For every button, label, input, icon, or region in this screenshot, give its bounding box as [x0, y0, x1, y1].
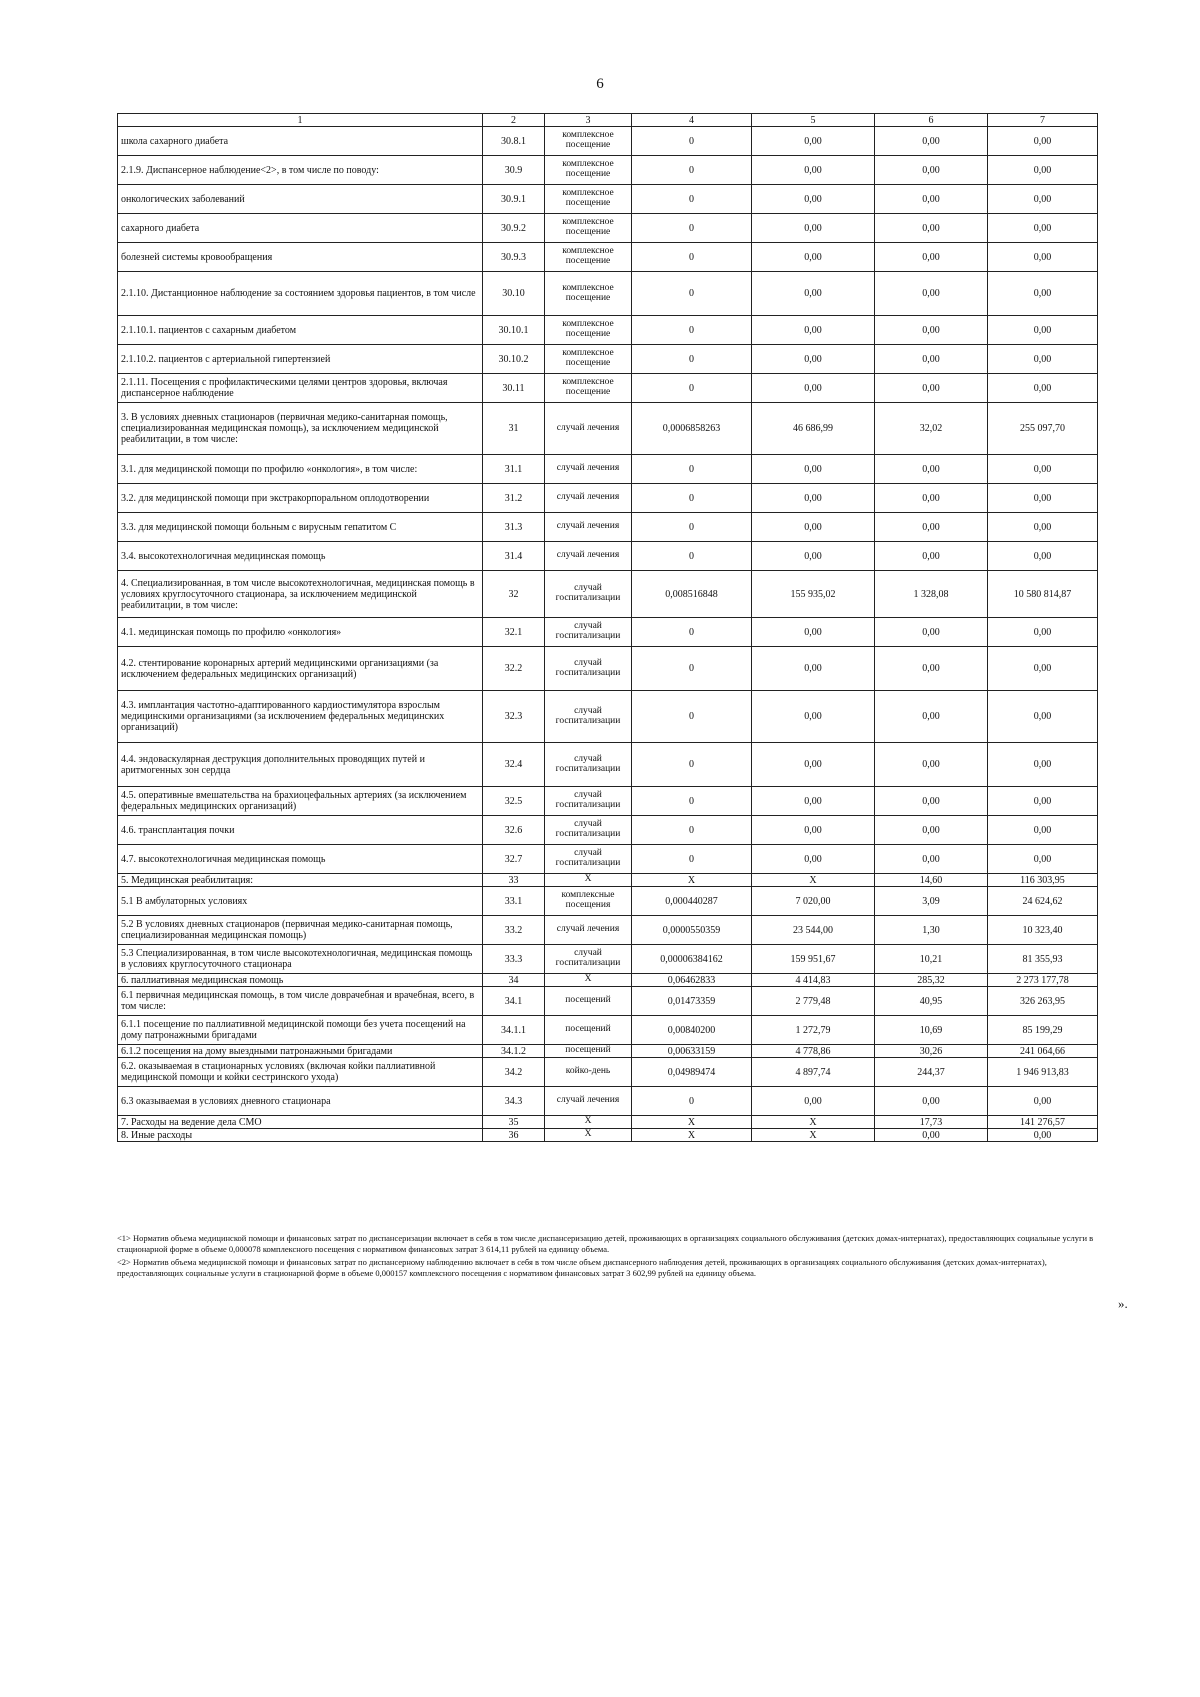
table-cell: 1 946 913,83: [988, 1058, 1098, 1087]
table-cell: 3.3. для медицинской помощи больным с вирусным гепатитом С: [118, 513, 483, 542]
table-cell: посещений: [545, 1045, 632, 1058]
table-cell: 141 276,57: [988, 1116, 1098, 1129]
table-cell: 33: [483, 874, 545, 887]
table-cell: 2.1.10.2. пациентов с артериальной гипертензией: [118, 345, 483, 374]
table-cell: 0,00: [988, 345, 1098, 374]
table-cell: 0: [632, 374, 752, 403]
table-cell: X: [632, 874, 752, 887]
table-cell: 0,00: [752, 185, 875, 214]
table-cell: 32.6: [483, 816, 545, 845]
table-cell: 5. Медицинская реабилитация:: [118, 874, 483, 887]
table-cell: случай госпитализации: [545, 571, 632, 618]
table-cell: случай лечения: [545, 403, 632, 455]
table-cell: комплексное посещение: [545, 185, 632, 214]
table-cell: 6.3 оказываемая в условиях дневного стационара: [118, 1087, 483, 1116]
table-cell: 31.1: [483, 455, 545, 484]
table-cell: X: [752, 1129, 875, 1142]
table-cell: 30.11: [483, 374, 545, 403]
table-cell: 0,008516848: [632, 571, 752, 618]
table-row: [118, 571, 1098, 618]
table-cell: 14,60: [875, 874, 988, 887]
table-cell: 0: [632, 185, 752, 214]
table-row: [118, 945, 1098, 974]
table-cell: 0,00: [988, 743, 1098, 787]
table-cell: 3.2. для медицинской помощи при экстракорпоральном оплодотворении: [118, 484, 483, 513]
table-cell: 2.1.10.1. пациентов с сахарным диабетом: [118, 316, 483, 345]
table-cell: X: [632, 1129, 752, 1142]
table-row: [118, 156, 1098, 185]
table-cell: 0,00: [875, 647, 988, 691]
table-cell: 0,00: [875, 243, 988, 272]
table-cell: 6. паллиативная медицинская помощь: [118, 974, 483, 987]
column-header: 1: [118, 114, 483, 127]
table-cell: случай госпитализации: [545, 787, 632, 816]
table-cell: случай госпитализации: [545, 691, 632, 743]
table-cell: 3,09: [875, 887, 988, 916]
table-cell: X: [545, 974, 632, 987]
table-row: [118, 1087, 1098, 1116]
table-cell: посещений: [545, 1016, 632, 1045]
table-cell: 0,00: [988, 374, 1098, 403]
table-row: [118, 316, 1098, 345]
table-cell: 0,00: [752, 316, 875, 345]
table-cell: 0,00: [752, 743, 875, 787]
table-cell: 0,00: [875, 127, 988, 156]
table-cell: 0,00: [752, 647, 875, 691]
table-cell: 0,00: [875, 1087, 988, 1116]
table-cell: 241 064,66: [988, 1045, 1098, 1058]
table-cell: 6.2. оказываемая в стационарных условиях (включая койки паллиативной медицинской помощи и койки сестринского ухода): [118, 1058, 483, 1087]
table-cell: 17,73: [875, 1116, 988, 1129]
table-row: [118, 127, 1098, 156]
column-header: 6: [875, 114, 988, 127]
table-cell: 32.5: [483, 787, 545, 816]
table-row: [118, 647, 1098, 691]
table-cell: 0: [632, 243, 752, 272]
table-cell: 0,00: [988, 243, 1098, 272]
table-cell: 155 935,02: [752, 571, 875, 618]
table-cell: койко-день: [545, 1058, 632, 1087]
table-cell: 0,00: [875, 542, 988, 571]
table-cell: 0,00: [752, 455, 875, 484]
table-cell: 34.1.2: [483, 1045, 545, 1058]
table-cell: 0: [632, 316, 752, 345]
table-cell: случай лечения: [545, 1087, 632, 1116]
table-cell: посещений: [545, 987, 632, 1016]
table-cell: X: [752, 874, 875, 887]
table-cell: 0,04989474: [632, 1058, 752, 1087]
table-row: [118, 1045, 1098, 1058]
page-number: 6: [596, 76, 604, 92]
table-cell: 1,30: [875, 916, 988, 945]
table-cell: 30.9: [483, 156, 545, 185]
table-cell: 0: [632, 618, 752, 647]
table-cell: 0,00: [752, 691, 875, 743]
table-row: [118, 272, 1098, 316]
column-header: 3: [545, 114, 632, 127]
table-cell: 0: [632, 127, 752, 156]
table-cell: 2.1.11. Посещения с профилактическими целями центров здоровья, включая диспансерное наблюдение: [118, 374, 483, 403]
table-cell: случай лечения: [545, 484, 632, 513]
table-header-row: [118, 114, 1098, 127]
table-cell: 0,00: [988, 316, 1098, 345]
table-cell: 3.4. высокотехнологичная медицинская помощь: [118, 542, 483, 571]
table-cell: 5.1 В амбулаторных условиях: [118, 887, 483, 916]
table-cell: 0,01473359: [632, 987, 752, 1016]
table-cell: 31.3: [483, 513, 545, 542]
table-cell: онкологических заболеваний: [118, 185, 483, 214]
table-row: [118, 874, 1098, 887]
table-row: [118, 185, 1098, 214]
table-cell: 32.2: [483, 647, 545, 691]
table-row: [118, 787, 1098, 816]
table-cell: 30.10.1: [483, 316, 545, 345]
table-cell: 0,00: [875, 214, 988, 243]
closing-quote: ».: [1118, 1296, 1128, 1311]
table-cell: комплексное посещение: [545, 374, 632, 403]
table-cell: 36: [483, 1129, 545, 1142]
table-cell: случай госпитализации: [545, 816, 632, 845]
table-cell: 0,00006384162: [632, 945, 752, 974]
footnote-2: <2> Норматив объема медицинской помощи и финансовых затрат по диспансерному наблюдению включает в себя в том числе объем диспансерного наблюдения детей, проживающих в организациях социального обслуживания (детских домах-интернатах), предоставляющих социальные услуги в стационарной форме в объеме 0,000157 комплексного посещения с нормативом финансовых затрат 3 602,99 рублей на единицу объема.: [117, 1256, 1047, 1279]
table-cell: 0,00: [988, 816, 1098, 845]
table-cell: 255 097,70: [988, 403, 1098, 455]
table-cell: 0,00: [988, 1129, 1098, 1142]
table-cell: 0: [632, 214, 752, 243]
table-cell: комплексное посещение: [545, 345, 632, 374]
table-cell: 5.2 В условиях дневных стационаров (первичная медико-санитарная помощь, специализированная медицинская помощь): [118, 916, 483, 945]
table-cell: случай госпитализации: [545, 743, 632, 787]
table-row: [118, 484, 1098, 513]
table-cell: 0,00: [752, 513, 875, 542]
table-cell: 0,00: [875, 316, 988, 345]
table-cell: 33.1: [483, 887, 545, 916]
table-cell: 0,00: [752, 272, 875, 316]
table-cell: 10,21: [875, 945, 988, 974]
table-cell: комплексное посещение: [545, 127, 632, 156]
table-cell: 31: [483, 403, 545, 455]
table-cell: 30.9.1: [483, 185, 545, 214]
table-cell: 0: [632, 156, 752, 185]
table-row: [118, 243, 1098, 272]
table-cell: 31.4: [483, 542, 545, 571]
table-cell: случай госпитализации: [545, 945, 632, 974]
table-cell: 0: [632, 743, 752, 787]
table-row: [118, 455, 1098, 484]
table-cell: случай госпитализации: [545, 845, 632, 874]
table-cell: X: [632, 1116, 752, 1129]
table-cell: 3. В условиях дневных стационаров (первичная медико-санитарная помощь, специализированная медицинская помощь), за исключением медицинской реабилитации, в том числе:: [118, 403, 483, 455]
table-row: [118, 974, 1098, 987]
table-cell: 0: [632, 345, 752, 374]
table-cell: 7 020,00: [752, 887, 875, 916]
table-cell: 0,00: [988, 156, 1098, 185]
table-cell: 0: [632, 845, 752, 874]
table-cell: комплексное посещение: [545, 243, 632, 272]
table-cell: 0,0006858263: [632, 403, 752, 455]
table-cell: 34.2: [483, 1058, 545, 1087]
table-cell: X: [545, 1129, 632, 1142]
table-cell: 85 199,29: [988, 1016, 1098, 1045]
table-cell: 2.1.9. Диспансерное наблюдение<2>, в том числе по поводу:: [118, 156, 483, 185]
table-row: [118, 816, 1098, 845]
table-cell: X: [545, 874, 632, 887]
table-cell: 6.1 первичная медицинская помощь, в том числе доврачебная и врачебная, всего, в том числе:: [118, 987, 483, 1016]
table-cell: 326 263,95: [988, 987, 1098, 1016]
table-cell: случай лечения: [545, 542, 632, 571]
table-cell: 4 414,83: [752, 974, 875, 987]
table-cell: 0,00: [875, 513, 988, 542]
table-cell: 0,00: [752, 243, 875, 272]
table-cell: 30.8.1: [483, 127, 545, 156]
table-row: [118, 916, 1098, 945]
table-cell: случай лечения: [545, 513, 632, 542]
table-cell: 0: [632, 513, 752, 542]
table-cell: 4 897,74: [752, 1058, 875, 1087]
table-cell: 285,32: [875, 974, 988, 987]
table-cell: 0: [632, 455, 752, 484]
table-cell: болезней системы кровообращения: [118, 243, 483, 272]
table-cell: 0,00: [988, 214, 1098, 243]
table-cell: 34: [483, 974, 545, 987]
table-cell: комплексное посещение: [545, 316, 632, 345]
table-cell: 0,00: [752, 1087, 875, 1116]
table-cell: 4.3. имплантация частотно-адаптированного кардиостимулятора взрослым медицинскими организациями (за исключением федеральных медицинских организаций): [118, 691, 483, 743]
table-cell: 0,00840200: [632, 1016, 752, 1045]
table-cell: 0,00: [988, 647, 1098, 691]
table-row: [118, 374, 1098, 403]
table-cell: 0,00: [875, 272, 988, 316]
table-cell: 2.1.10. Дистанционное наблюдение за состоянием здоровья пациентов, в том числе: [118, 272, 483, 316]
table-cell: 0,00: [752, 542, 875, 571]
table-cell: 0,00: [752, 127, 875, 156]
table-row: [118, 513, 1098, 542]
table-cell: 32.4: [483, 743, 545, 787]
table-cell: 30.10.2: [483, 345, 545, 374]
table-row: [118, 1016, 1098, 1045]
table-cell: 40,95: [875, 987, 988, 1016]
table-cell: 0,00: [988, 272, 1098, 316]
table-row: [118, 887, 1098, 916]
table-cell: 4.7. высокотехнологичная медицинская помощь: [118, 845, 483, 874]
table-cell: 0,00: [988, 513, 1098, 542]
table-row: [118, 1116, 1098, 1129]
table-cell: 4. Специализированная, в том числе высокотехнологичная, медицинская помощь в условиях круглосуточного стационара, за исключением медицинской реабилитации, в том числе:: [118, 571, 483, 618]
footnote-1: <1> Норматив объема медицинской помощи и финансовых затрат по диспансеризации включает в себя в том числе диспансеризацию детей, проживающих в организациях социального обслуживания (детских домах-интернатах), предоставляющих социальные услуги в стационарной форме в объеме 0,000078 комплексного посещения с нормативом финансовых затрат 3 614,11 рублей на единицу объема.: [117, 1233, 1094, 1255]
table-cell: 30.9.3: [483, 243, 545, 272]
table-cell: 7. Расходы на ведение дела СМО: [118, 1116, 483, 1129]
table-cell: 0,00633159: [632, 1045, 752, 1058]
table-cell: комплексное посещение: [545, 214, 632, 243]
table-row: [118, 691, 1098, 743]
table-cell: 0: [632, 484, 752, 513]
table-cell: сахарного диабета: [118, 214, 483, 243]
table-cell: 46 686,99: [752, 403, 875, 455]
table-cell: 0,00: [988, 127, 1098, 156]
table-cell: 0,00: [988, 542, 1098, 571]
table-cell: 0,00: [875, 1129, 988, 1142]
table-cell: комплексное посещение: [545, 272, 632, 316]
table-cell: 0,00: [875, 345, 988, 374]
table-cell: 0,00: [988, 787, 1098, 816]
table-cell: 4.6. трансплантация почки: [118, 816, 483, 845]
table-cell: 10 580 814,87: [988, 571, 1098, 618]
table-row: [118, 987, 1098, 1016]
table-cell: 0,00: [988, 618, 1098, 647]
table-cell: случай госпитализации: [545, 618, 632, 647]
footnotes: [117, 1233, 1097, 1281]
table-cell: 0,00: [752, 156, 875, 185]
table-cell: 0,00: [988, 455, 1098, 484]
table-cell: 32,02: [875, 403, 988, 455]
table-cell: 0,00: [752, 816, 875, 845]
table-cell: 1 272,79: [752, 1016, 875, 1045]
table-cell: комплексное посещение: [545, 156, 632, 185]
table-cell: 35: [483, 1116, 545, 1129]
table-cell: 34.1.1: [483, 1016, 545, 1045]
table-cell: школа сахарного диабета: [118, 127, 483, 156]
table-row: [118, 542, 1098, 571]
table-cell: 116 303,95: [988, 874, 1098, 887]
table-cell: 0: [632, 272, 752, 316]
table-cell: 23 544,00: [752, 916, 875, 945]
table-cell: 244,37: [875, 1058, 988, 1087]
column-header: 7: [988, 114, 1098, 127]
table-cell: 4.2. стентирование коронарных артерий медицинскими организациями (за исключением федеральных медицинских организаций): [118, 647, 483, 691]
table-cell: 159 951,67: [752, 945, 875, 974]
column-header: 5: [752, 114, 875, 127]
table-cell: 0,00: [752, 618, 875, 647]
table-cell: 32.3: [483, 691, 545, 743]
table-cell: 2 779,48: [752, 987, 875, 1016]
table-cell: 32.1: [483, 618, 545, 647]
table-cell: 0,00: [752, 845, 875, 874]
table-cell: 6.1.1 посещение по паллиативной медицинской помощи без учета посещений на дому патронажными бригадами: [118, 1016, 483, 1045]
table-cell: 0,00: [875, 156, 988, 185]
table-cell: 4.4. эндоваскулярная деструкция дополнительных проводящих путей и аритмогенных зон сердца: [118, 743, 483, 787]
table-cell: 10,69: [875, 1016, 988, 1045]
data-table: [117, 113, 1098, 1142]
table-cell: 5.3 Специализированная, в том числе высокотехнологичная, медицинская помощь в условиях круглосуточного стационара: [118, 945, 483, 974]
table-cell: 0,00: [752, 374, 875, 403]
table-cell: 31.2: [483, 484, 545, 513]
table-row: [118, 618, 1098, 647]
table-cell: 10 323,40: [988, 916, 1098, 945]
table-cell: 0,00: [988, 1087, 1098, 1116]
table-cell: 32.7: [483, 845, 545, 874]
table-cell: 30,26: [875, 1045, 988, 1058]
table-cell: 34.1: [483, 987, 545, 1016]
table-cell: 0,00: [875, 618, 988, 647]
table-cell: 0,00: [988, 845, 1098, 874]
table-cell: 0: [632, 1087, 752, 1116]
table-cell: 0,00: [875, 185, 988, 214]
table-cell: 0,000440287: [632, 887, 752, 916]
column-header: 2: [483, 114, 545, 127]
table-row: [118, 1129, 1098, 1142]
table-cell: X: [752, 1116, 875, 1129]
table-cell: 0: [632, 691, 752, 743]
table-cell: 32: [483, 571, 545, 618]
table-row: [118, 345, 1098, 374]
table-cell: 4.5. оперативные вмешательства на брахиоцефальных артериях (за исключением федеральных медицинских организаций): [118, 787, 483, 816]
table-cell: 1 328,08: [875, 571, 988, 618]
table-cell: 33.2: [483, 916, 545, 945]
table-cell: 6.1.2 посещения на дому выездными патронажными бригадами: [118, 1045, 483, 1058]
table-cell: 0,00: [875, 816, 988, 845]
table-row: [118, 743, 1098, 787]
table-cell: 0: [632, 787, 752, 816]
table-cell: 0,00: [875, 374, 988, 403]
table-cell: 2 273 177,78: [988, 974, 1098, 987]
table-cell: 30.10: [483, 272, 545, 316]
table-cell: 0,00: [988, 185, 1098, 214]
table-cell: 3.1. для медицинской помощи по профилю «онкология», в том числе:: [118, 455, 483, 484]
table-cell: 0,00: [988, 484, 1098, 513]
table-cell: X: [545, 1116, 632, 1129]
table-cell: 0,00: [875, 787, 988, 816]
table-cell: 0: [632, 816, 752, 845]
column-header: 4: [632, 114, 752, 127]
table-cell: 0,0000550359: [632, 916, 752, 945]
table-cell: 0: [632, 542, 752, 571]
table-cell: 0,06462833: [632, 974, 752, 987]
table-cell: 0,00: [752, 214, 875, 243]
table-cell: 0,00: [875, 743, 988, 787]
table-row: [118, 214, 1098, 243]
table-cell: 24 624,62: [988, 887, 1098, 916]
table-row: [118, 1058, 1098, 1087]
table-cell: 0,00: [875, 691, 988, 743]
table-cell: комплексные посещения: [545, 887, 632, 916]
table-cell: случай лечения: [545, 916, 632, 945]
table-cell: 4.1. медицинская помощь по профилю «онкология»: [118, 618, 483, 647]
table-row: [118, 403, 1098, 455]
table-cell: 0,00: [875, 455, 988, 484]
table-cell: 0,00: [752, 484, 875, 513]
table-cell: 0,00: [875, 845, 988, 874]
table-row: [118, 845, 1098, 874]
table-cell: 34.3: [483, 1087, 545, 1116]
table-cell: 0,00: [752, 787, 875, 816]
table-cell: 30.9.2: [483, 214, 545, 243]
table-cell: 0,00: [752, 345, 875, 374]
table-cell: случай госпитализации: [545, 647, 632, 691]
table-cell: 33.3: [483, 945, 545, 974]
table-cell: 0,00: [988, 691, 1098, 743]
table-cell: 81 355,93: [988, 945, 1098, 974]
table-cell: 4 778,86: [752, 1045, 875, 1058]
table-cell: случай лечения: [545, 455, 632, 484]
table-cell: 0: [632, 647, 752, 691]
table-cell: 0,00: [875, 484, 988, 513]
table-cell: 8. Иные расходы: [118, 1129, 483, 1142]
